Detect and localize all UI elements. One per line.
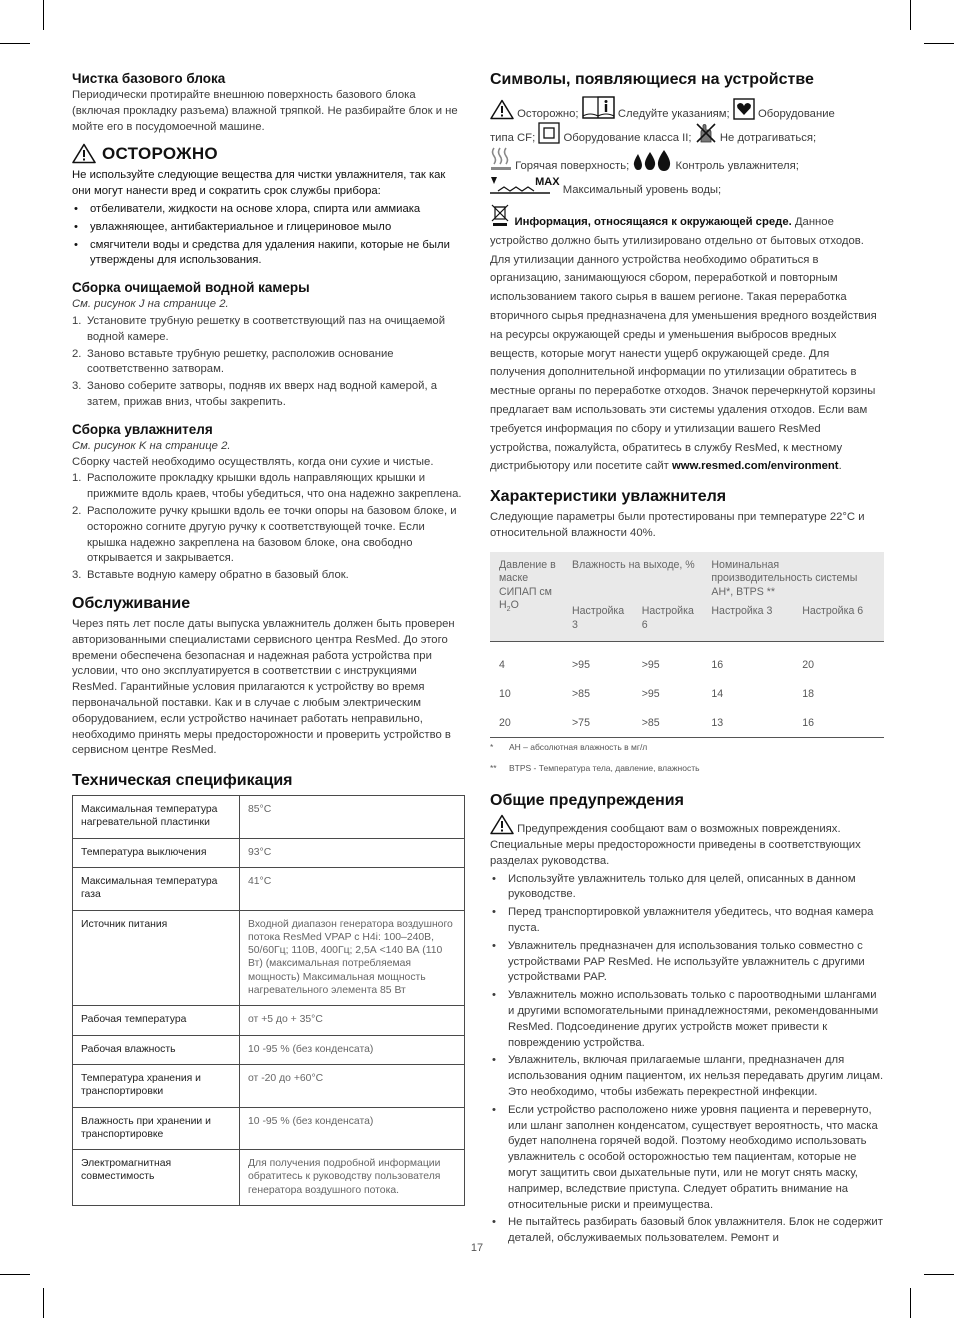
- warnings-heading: Общие предупреждения: [490, 792, 684, 810]
- spec-value: 85°C: [240, 796, 465, 839]
- caution-item: • отбеливатели, жидкости на основе хлора, спирта или аммиака: [72, 202, 465, 218]
- crop-mark: [43, 0, 44, 30]
- step-number: 2.: [72, 504, 82, 517]
- symbol-cf-label-a: Оборудование: [757, 108, 835, 120]
- caution-item: • увлажняющее, антибактериальное и глицериновое мыло: [72, 220, 465, 236]
- symbol-caution-label: Осторожно;: [517, 108, 579, 120]
- table-row: [490, 679, 884, 708]
- warning-item: • Перед транспортировкой увлажнителя убедитесь, что водная камера пуста.: [490, 905, 884, 937]
- step-item: [72, 504, 465, 567]
- symbol-class2-label: Оборудование класса II;: [563, 132, 692, 144]
- spec-key: Рабочая влажность: [73, 1035, 240, 1064]
- subcol-setting-3: Настройка 3: [563, 599, 633, 642]
- humidifier-chars-section: [490, 487, 884, 774]
- step-text: Заново вставьте трубную решетку, расположив основание соответственно затворам.: [87, 347, 394, 376]
- step-item: [72, 379, 465, 411]
- warning-item: • Используйте увлажнитель только для целей, описанных в данном руководстве.: [490, 872, 884, 904]
- spec-value: 10 -95 % (без конденсата): [240, 1035, 465, 1064]
- symbols-heading: Символы, появляющиеся на устройстве: [490, 71, 814, 88]
- chamber-assembly-heading: Сборка очищаемой водной камеры: [72, 280, 310, 296]
- hot-surface-icon: [490, 146, 512, 172]
- spec-value: 41°C: [240, 867, 465, 910]
- step-text: Расположите прокладку крышки вдоль направляющих крышки и прижмите вдоль краев, чтобы убедиться, что она надежно закреплена.: [87, 472, 462, 501]
- base-cleaning-section: [72, 70, 465, 135]
- spec-value: Для получения подробной информации обратитесь к руководству пользователя генератора воздушного потока.: [240, 1150, 465, 1206]
- service-text: Через пять лет после даты выпуска увлажнитель должен быть проверен авторизованными специалистами сервисного центра ResMed. До этого времени обеспечена безопасная и надежная работа устройства при условии, что оно эксплуатируется в соответствии с инструкциями ResMed. Гарантийные условия прилагаются к устройству во время первоначальной поставки. Как и в случае с любым электрическим оборудованием, если устройство начинает работать неправильно, необходимо принять меры предосторожности и проверить устройство в сервисном центре ResMed.: [72, 617, 455, 757]
- warnings-intro-b: Специальные меры предосторожности приведены в соответствующих разделах руководства.: [490, 839, 861, 867]
- table-cell: 14: [711, 687, 724, 700]
- step-item: [72, 314, 465, 346]
- step-number: 2.: [72, 347, 82, 360]
- footnote-mark: **: [490, 763, 497, 774]
- step-text: Расположите ручку крышки вдоль ее точки опоры на базовом блоке, и осторожно согните другую ручку к соответствующей точке. Если крышка надежно закреплена на базовом блоке, она свободно открывается и закрывается.: [87, 504, 457, 565]
- environment-text: [490, 216, 877, 472]
- table-cell: 16: [711, 658, 724, 671]
- table-row: [73, 1150, 465, 1206]
- col-pressure-text: Давление в маске СИПАП см H: [499, 558, 556, 612]
- warning-item: • Если устройство расположено ниже уровня пациента и перевернуто, или шланг заполнен конденсатом, существует вероятность, что маска будет наполнена горячей водой. Поэтому необходимо использовать увлажнитель с особой осторожностью тем пациентам, которые не могут защитить свои дыхательные пути, или не могут снять маску, например, вследствие приступа. Следует обратить внимание на относительные риски и преимущества.: [490, 1103, 884, 1214]
- spec-value: от +5 до + 35°C: [240, 1006, 465, 1035]
- humidifier-assembly-steps: [72, 471, 465, 584]
- table-row: [73, 1064, 465, 1107]
- table-cell: >95: [641, 687, 660, 700]
- step-text: Заново соберите затворы, подняв их вверх над водной камерой, а затем, прижав вниз, чтобы закрепить.: [87, 380, 438, 408]
- col-output: Влажность на выходе, %: [563, 552, 702, 600]
- table-row: [73, 838, 465, 867]
- humidity-control-icon: [632, 150, 672, 172]
- symbol-hot-label: Горячая поверхность;: [515, 160, 630, 172]
- humidifier-chars-text: Следующие параметры были протестированы при температуре 22°C и относительной влажности 40%.: [490, 511, 865, 539]
- spec-key: Источник питания: [73, 910, 240, 1006]
- crossed-bin-icon: [490, 204, 510, 228]
- step-number: 1.: [72, 472, 82, 485]
- warning-item: • Увлажнитель предназначен для использования только совместно с устройствами PAP ResMed. Не используйте увлажнитель с другими устройствами PAP.: [490, 939, 884, 986]
- spec-key: Температура хранения и транспортировки: [73, 1064, 240, 1107]
- humidifier-chars-heading: Характеристики увлажнителя: [490, 488, 727, 506]
- footnote-text: BTPS - Температура тела, давление, влажность: [509, 763, 700, 774]
- tech-spec-section: [72, 771, 465, 1206]
- environment-end: .: [838, 460, 842, 473]
- table-header-row: [490, 552, 884, 600]
- table-cell: >95: [572, 658, 590, 671]
- environment-bold: Информация, относящаяся к окружающей среде.: [514, 216, 792, 228]
- table-cell: 16: [802, 716, 814, 729]
- spec-value: 10 -95 % (без конденсата): [240, 1107, 465, 1150]
- step-number: 3.: [72, 380, 82, 393]
- step-text: Установите трубную решетку в соответствующий паз на очищаемой водной камере.: [87, 314, 446, 343]
- subcol-setting-6: Настройка 6: [633, 599, 703, 642]
- caution-title-row: [72, 143, 465, 164]
- spec-key: Рабочая температура: [73, 1006, 240, 1035]
- step-item: [72, 568, 465, 584]
- table-cell: 18: [802, 687, 814, 700]
- symbols-list: [490, 94, 884, 198]
- symbol-humidity-label: Контроль увлажнителя;: [675, 160, 799, 172]
- symbol-no-touch-label: Не дотрагиваться;: [719, 132, 817, 144]
- crop-mark: [0, 1274, 30, 1275]
- step-text: Вставьте водную камеру обратно в базовый блок.: [87, 569, 349, 582]
- instructions-book-icon: [582, 94, 615, 120]
- col-pressure: [490, 552, 563, 642]
- table-cell: 20: [802, 658, 814, 671]
- base-cleaning-text: Периодически протирайте внешнюю поверхность базового блока (включая прокладку разъема) влажной тряпкой. Не разбирайте блок и не мойте его в посудомоечной машине.: [72, 89, 458, 133]
- cf-heart-icon: [733, 98, 755, 120]
- humidifier-assembly-ref: См. рисунок K на странице 2.: [72, 439, 231, 452]
- crop-mark: [924, 43, 954, 44]
- warning-item: • Увлажнитель можно использовать только с пароотводными шлангами и другими вспомогательными принадлежностями, рекомендованными ResMed. Подсоединение других устройств может привести к повреждению устройства.: [490, 988, 884, 1051]
- step-item: [72, 471, 465, 503]
- environment-link[interactable]: www.resmed.com/environment: [672, 460, 839, 473]
- spec-key: Температура выключения: [73, 838, 240, 867]
- humidifier-assembly-intro: Сборку частей необходимо осуществлять, когда они сухие и чистые.: [72, 455, 434, 468]
- caution-title: ОСТОРОЖНО: [102, 143, 218, 163]
- table-row: [73, 796, 465, 839]
- table-cell: 13: [711, 716, 724, 729]
- table-cell: >95: [641, 658, 660, 671]
- footnote-mark: *: [490, 742, 494, 753]
- caution-section: [72, 143, 465, 269]
- tech-spec-heading: Техническая спецификация: [72, 772, 293, 790]
- humidifier-assembly-section: [72, 421, 465, 584]
- subcol-setting-3: Настройка 3: [702, 599, 793, 642]
- caution-icon: [490, 99, 514, 120]
- subcol-setting-6: Настройка 6: [793, 599, 884, 642]
- warnings-section: [490, 791, 884, 1247]
- warning-triangle-icon: [72, 143, 96, 164]
- step-number: 1.: [72, 314, 82, 327]
- col-pressure-sub: 2: [506, 606, 511, 614]
- caution-list: [72, 202, 465, 269]
- service-heading: Обслуживание: [72, 594, 191, 612]
- spec-key: Электромагнитная совместимость: [73, 1150, 240, 1206]
- crop-mark: [910, 0, 911, 30]
- service-section: [72, 594, 465, 759]
- warning-item: • Увлажнитель, включая прилагаемые шланги, предназначен для использования одним пациентом, их нельзя передавать другим лицам. Это необходимо, чтобы избежать перекрестной инфекции.: [490, 1053, 884, 1100]
- warnings-intro-a: Предупреждения сообщают вам о возможных повреждениях.: [517, 823, 841, 836]
- tech-spec-table: [72, 795, 465, 1206]
- table-row: [73, 867, 465, 910]
- base-cleaning-heading: Чистка базового блока: [72, 71, 226, 86]
- caution-intro: Не используйте следующие вещества для чистки увлажнителя, так как они могут нанести вред и сократить срок службы прибора:: [72, 169, 446, 198]
- table-row: [73, 910, 465, 1006]
- spec-key: Максимальная температура газа: [73, 867, 240, 910]
- table-cell: >75: [572, 716, 590, 729]
- footnote-1: [490, 742, 884, 753]
- class-ii-icon: [538, 122, 560, 144]
- spec-value: 93°C: [240, 838, 465, 867]
- table-cell: 20: [499, 716, 511, 729]
- page-number: 17: [470, 1242, 484, 1254]
- table-row: [490, 708, 884, 738]
- no-touch-icon: [695, 122, 717, 144]
- right-column: [490, 70, 884, 1249]
- humidifier-assembly-heading: Сборка увлажнителя: [72, 421, 213, 437]
- warning-triangle-icon: [490, 814, 514, 835]
- caution-item: • смягчители воды и средства для удаления накипи, которые не были утверждены для использования.: [72, 238, 465, 270]
- step-item: [72, 347, 465, 379]
- table-row: [73, 1035, 465, 1064]
- symbols-section: [490, 70, 884, 475]
- warnings-intro: [490, 814, 884, 869]
- environment-body: Данное устройство должно быть утилизировано отдельно от бытовых отходов. Для утилизации данного устройства необходимо обратиться в организацию, занимающуюся сбором, переработкой и повторным использованием такого сырья в вашем регионе. Такая переработка вторичного сырья предназначена для уменьшения вредного воздействия на ресурсы окружающей среды и уменьшения выбросов вредных веществ, которые могут нанести ущерб окружающей среде. Для получения дополнительной информации по утилизации обратитесь в местные органы по переработке отходов. Значок перечеркнутой корзины предлагает вам использовать эти системы удаления отходов. Если вам требуется информация по сбору и утилизации вашего ResMed устройства, пожалуйста, обратитесь в службу ResMed, к местному дистрибьютору или посетите сайт: [490, 216, 877, 473]
- col-nominal: Номинальная производительность системы AH*, BTPS **: [702, 552, 884, 600]
- crop-mark: [0, 43, 30, 44]
- footnote-2: [490, 763, 884, 774]
- spec-key: Влажность при хранении и транспортировке: [73, 1107, 240, 1150]
- symbol-cf-label-b: типа CF;: [490, 132, 536, 144]
- left-column: [72, 70, 465, 1206]
- table-row: [73, 1006, 465, 1035]
- spec-value: от -20 до +60°C: [240, 1064, 465, 1107]
- environment-block: [490, 204, 884, 475]
- warning-item: • Не пытайтесь разбирать базовый блок увлажнителя. Блок не содержит деталей, обслуживаемых пользователем. Ремонт и: [490, 1215, 884, 1247]
- table-cell: 10: [499, 687, 511, 700]
- footnote-text: AH – абсолютная влажность в мг/л: [509, 742, 648, 753]
- table-cell: >85: [641, 716, 660, 729]
- crop-mark: [924, 1274, 954, 1275]
- symbol-max-water-label: Максимальный уровень воды;: [562, 184, 722, 196]
- crop-mark: [910, 1288, 911, 1318]
- table-cell: 4: [499, 658, 505, 671]
- step-number: 3.: [72, 569, 82, 582]
- table-row: [490, 642, 884, 680]
- symbol-instructions-label: Следуйте указаниям;: [617, 108, 730, 120]
- humidifier-chars-table: [490, 552, 884, 739]
- table-cell: >85: [572, 687, 590, 700]
- chamber-assembly-ref: См. рисунок J на странице 2.: [72, 298, 229, 311]
- symbol-max-label: MAX: [535, 176, 560, 188]
- col-pressure-unit: O: [510, 599, 519, 612]
- table-row: [73, 1107, 465, 1150]
- chamber-assembly-steps: [72, 314, 465, 411]
- crop-mark: [43, 1288, 44, 1318]
- spec-key: Максимальная температура нагревательной пластинки: [73, 796, 240, 839]
- chamber-assembly-section: [72, 279, 465, 411]
- spec-value: Входной диапазон генератора воздушного потока ResMed VPAP c H4i: 100–240В, 50/60Гц; 110В, 400Гц; 2,5А <140 ВА (110 Вт) (максимальная потребляемая мощность) Максимальная мощность нагревательного элемента 85 Вт: [240, 910, 465, 1006]
- warnings-list: [490, 872, 884, 1247]
